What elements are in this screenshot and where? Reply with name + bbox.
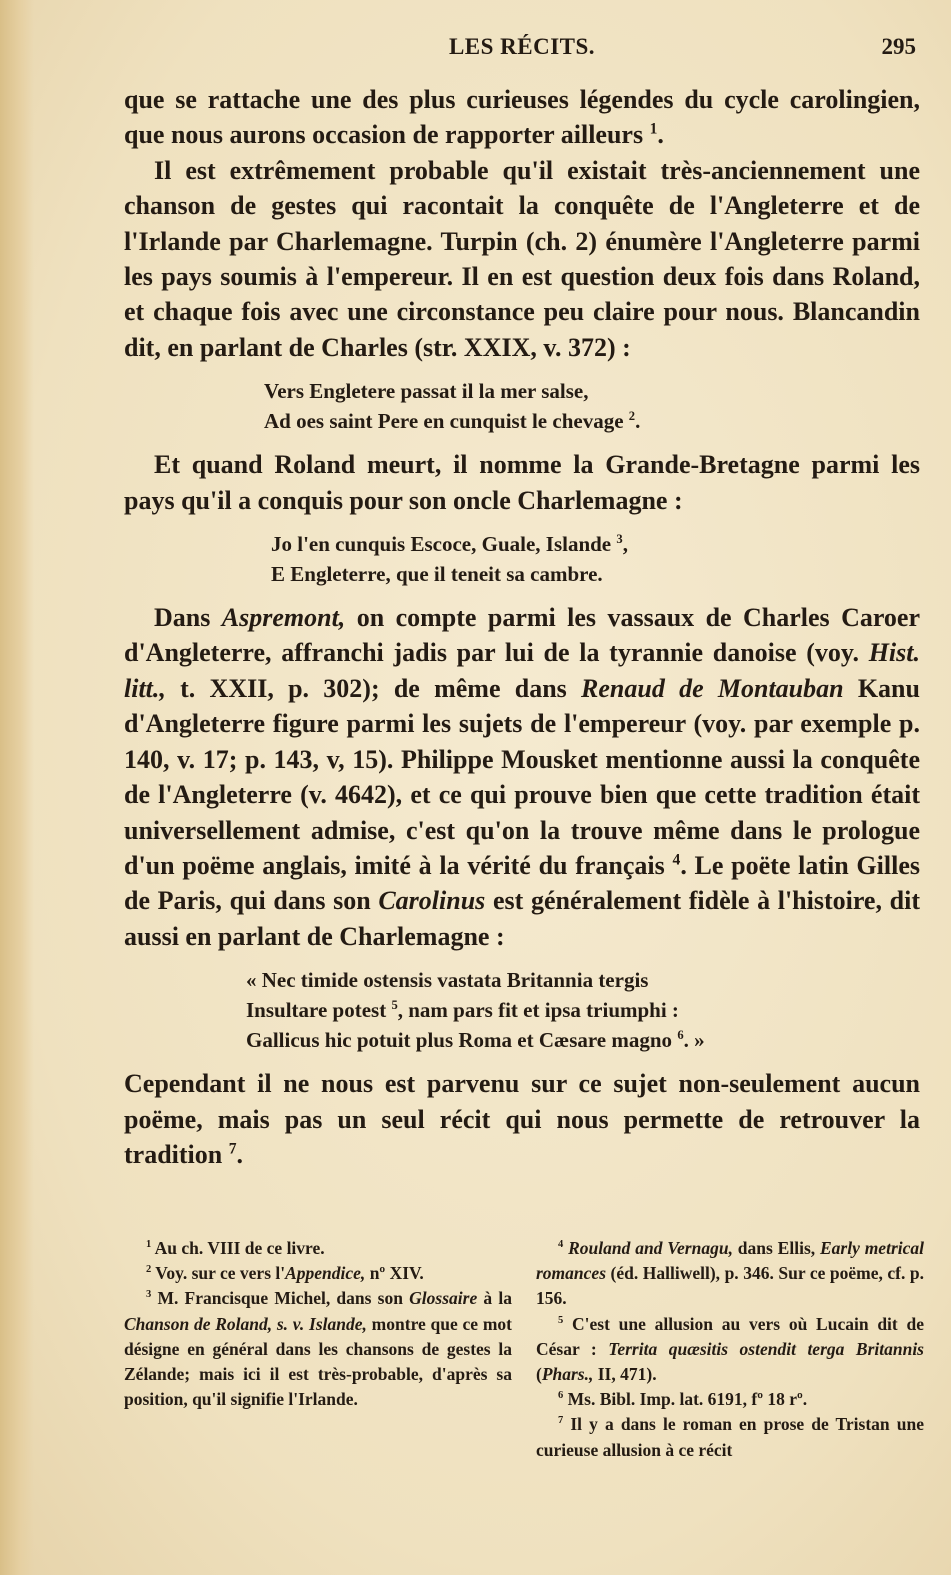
- paragraph-3: [124, 447, 920, 518]
- paragraph-text: est généralement fidèle à l'histoire, dit aussi en parlant de Charlemagne :: [124, 886, 920, 951]
- page-number: 295: [881, 34, 916, 59]
- footnote-italic: Glossaire: [409, 1288, 478, 1309]
- footnote-ref-6: 6: [677, 1028, 684, 1043]
- verse-text: Jo l'en cunquis Escoce, Guale, Islande: [271, 532, 617, 557]
- verse-line: [271, 529, 920, 559]
- footnote-italic: Rouland and Vernagu,: [563, 1238, 733, 1258]
- italic-title: Hist. litt.,: [124, 638, 920, 703]
- verse-text: ,: [622, 532, 628, 557]
- footnote-1: [124, 1236, 512, 1261]
- footnote-number: 3: [146, 1289, 152, 1301]
- paragraph-text: . Le poëte latin Gilles de Paris, qui dans son: [124, 850, 920, 916]
- verse-text: Gallicus hic potuit plus Roma et Cæsare magno: [246, 1028, 678, 1053]
- verse-line: « Nec timide ostensis vastata Britannia tergis: [246, 968, 649, 993]
- footnote-number: 5: [558, 1314, 564, 1326]
- page-spine-shadow: [0, 0, 34, 1575]
- footnote-text: nº XIV.: [365, 1263, 424, 1284]
- footnote-ref-7: 7: [228, 1140, 237, 1158]
- footnote-5: [536, 1312, 924, 1388]
- paragraph-text: que se rattache une des plus curieuses légendes du cycle carolingien, que nous aurons occasion de rapporter ailleurs: [124, 85, 920, 150]
- verse-quote-roland-2: [124, 529, 920, 589]
- footnote-column-right: [536, 1236, 924, 1463]
- paragraph-4: [124, 600, 920, 954]
- footnote-number: 1: [146, 1239, 152, 1251]
- footnote-6: [536, 1387, 924, 1412]
- verse-line: [246, 995, 920, 1025]
- footnote-italic: Chanson de Roland, s. v. Islande,: [124, 1313, 367, 1334]
- footnote-italic: Phars.,: [541, 1364, 594, 1385]
- footnote-text: Il y a dans le roman en prose de Tristan une curieuse allusion à ce récit: [536, 1414, 924, 1460]
- verse-quote-roland-1: [124, 376, 920, 436]
- paragraph-text: .: [657, 120, 664, 150]
- paragraph-text: Dans: [154, 603, 222, 633]
- verse-text: Ad oes saint Pere en cunquist le chevage: [264, 409, 629, 434]
- footnote-text: Voy. sur ce vers l': [151, 1263, 286, 1284]
- footnote-ref-2: 2: [628, 409, 636, 424]
- footnotes: [124, 1236, 924, 1463]
- footnote-column-left: [124, 1236, 512, 1463]
- verse-text: , nam pars fit et ipsa triumphi :: [397, 998, 679, 1023]
- footnote-2: [124, 1261, 512, 1286]
- footnote-text: dans Ellis,: [732, 1238, 820, 1258]
- running-head: LES RÉCITS.: [448, 34, 596, 59]
- paragraph-5: [124, 1066, 920, 1172]
- paragraph-text: .: [236, 1139, 244, 1169]
- verse-quote-latin: [124, 965, 920, 1055]
- footnote-italic: Appendice,: [285, 1263, 366, 1284]
- footnote-ref-4: 4: [672, 851, 681, 869]
- verse-line: [264, 406, 920, 436]
- footnote-number: 4: [558, 1239, 564, 1251]
- footnote-text: montre que ce mot désigne en général dans les chansons de gestes la Zélande; mais ici il est très-probable, d'après sa position, qu'il signifie l'Irlande.: [124, 1313, 512, 1410]
- italic-title: Carolinus: [378, 886, 486, 916]
- footnote-text: (éd. Halliwell), p. 346. Sur ce poëme, cf. p. 156.: [536, 1263, 924, 1309]
- footnote-3: [124, 1286, 512, 1412]
- footnote-7: [536, 1412, 924, 1462]
- italic-title: Renaud de Montauban: [581, 673, 844, 703]
- verse-line: Vers Engletere passat il la mer salse,: [264, 379, 589, 404]
- verse-text: .: [635, 409, 641, 434]
- footnote-text: M. Francisque Michel, dans son: [151, 1288, 410, 1309]
- footnote-number: 6: [558, 1390, 564, 1402]
- footnote-italic: Early metrical romances: [536, 1238, 924, 1284]
- footnote-text: à la: [477, 1288, 512, 1309]
- footnote-text: Au ch. VIII de ce livre.: [151, 1238, 325, 1258]
- footnote-ref-5: 5: [391, 998, 398, 1013]
- verse-text: Insultare potest: [246, 998, 392, 1023]
- paragraph-text: Il est extrêmement probable qu'il existait très-anciennement une chanson de gestes qui racontait la conquête de l'Angleterre et de l'Irlande par Charlemagne. Turpin (ch. 2) énumère l'Angleterre parmi les pays soumis à l'empereur. Il en est question deux fois dans Roland, et chaque fois avec une circonstance peu claire pour nous. Blancandin dit, en parlant de Charles (str. XXIX, v. 372) :: [124, 155, 920, 362]
- footnote-ref-3: 3: [616, 532, 623, 547]
- footnote-text: C'est une allusion au vers où Lucain dit de César :: [536, 1313, 924, 1359]
- footnote-ref-1: 1: [649, 120, 658, 138]
- footnote-number: 2: [146, 1264, 152, 1276]
- footnote-4: [536, 1236, 924, 1312]
- paragraph-1: [124, 82, 920, 153]
- footnote-text: II, 471).: [593, 1364, 657, 1385]
- paragraph-text: on compte parmi les vassaux de Charles Caroer d'Angleterre, affranchi jadis par lui de la tyrannie danoise (voy.: [124, 603, 920, 668]
- italic-title: Aspremont,: [221, 603, 346, 633]
- verse-line: [246, 1025, 920, 1055]
- footnote-text: (: [536, 1364, 542, 1385]
- main-text: [124, 82, 920, 1172]
- paragraph-text: Kanu d'Angleterre figure parmi les sujets de l'empereur (voy. par exemple p. 140, v. 17; p. 143, v, 15). Philippe Mousket mentionne aussi la conquête de l'Angleterre (v. 4642), et ce qui prouve bien que cette tradition était universellement admise, c'est qu'on la trouve même dans le prologue d'un poëme anglais, imité à la vérité du français: [124, 673, 920, 880]
- page-header: [124, 34, 920, 64]
- footnote-text: Ms. Bibl. Imp. lat. 6191, fº 18 rº.: [563, 1389, 808, 1410]
- verse-line: E Engleterre, que il teneit sa cambre.: [271, 562, 603, 587]
- footnote-number: 7: [558, 1415, 564, 1427]
- paragraph-text: t. XXII, p. 302); de même dans: [165, 673, 582, 703]
- paragraph-2: [124, 153, 920, 365]
- paragraph-text: Et quand Roland meurt, il nomme la Grande-Bretagne parmi les pays qu'il a conquis pour son oncle Charlemagne :: [124, 450, 920, 515]
- paragraph-text: Cependant il ne nous est parvenu sur ce sujet non-seulement aucun poëme, mais pas un seul récit qui nous permette de retrouver la tradition: [124, 1069, 920, 1169]
- footnote-italic: Territa quæsitis ostendit terga Britannis: [608, 1338, 924, 1359]
- verse-text: . »: [683, 1028, 705, 1053]
